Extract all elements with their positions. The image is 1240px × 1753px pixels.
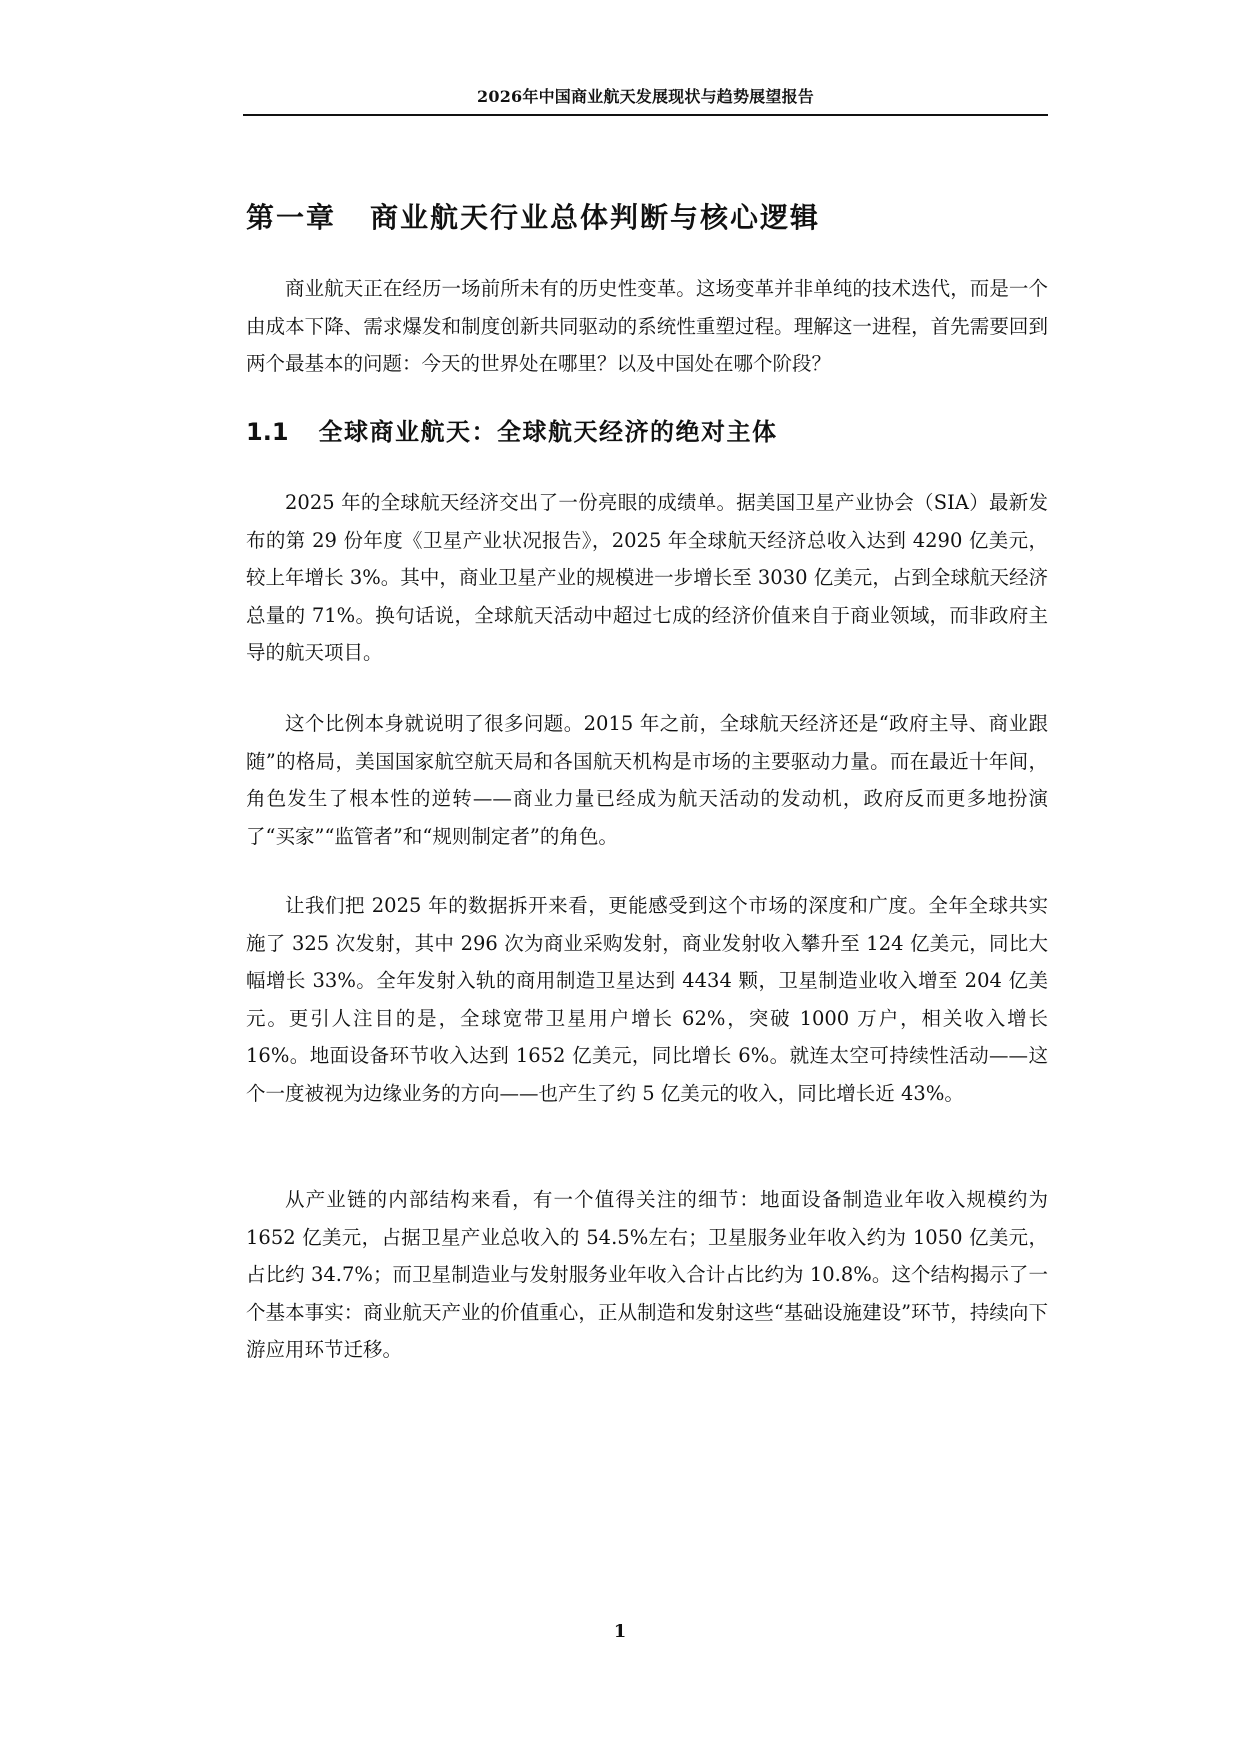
- chapter-title-text: 商业航天行业总体判断与核心逻辑: [370, 201, 821, 234]
- section-title-text: 全球商业航天：全球航天经济的绝对主体: [318, 418, 778, 446]
- header-rule: [243, 114, 1048, 116]
- body-paragraph: 2025 年的全球航天经济交出了一份亮眼的成绩单。据美国卫星产业协会（SIA）最新发布的第 29 份年度《卫星产业状况报告》，2025 年全球航天经济总收入达到 4290 亿美元，较上年增长 3%。其中，商业卫星产业的规模进一步增长至 3030 亿美元，占到全球航天经济总量的 71%。换句话说，全球航天活动中超过七成的经济价值来自于商业领域，而非政府主导的航天项目。: [246, 491, 1048, 664]
- chapter-number: 第一章: [246, 201, 337, 234]
- body-paragraph: 这个比例本身就说明了很多问题。2015 年之前，全球航天经济还是“政府主导、商业跟随”的格局，美国国家航空航天局和各国航天机构是市场的主要驱动力量。而在最近十年间，角色发生了根本性的逆转——商业力量已经成为航天活动的发动机，政府反而更多地扮演了“买家”“监管者”和“规则制定者”的角色。: [246, 712, 1048, 848]
- section-number: 1.1: [246, 418, 289, 446]
- chapter-title: [246, 198, 820, 238]
- running-header: 2026年中国商业航天发展现状与趋势展望报告: [477, 87, 814, 106]
- body-paragraph: 从产业链的内部结构来看，有一个值得关注的细节：地面设备制造业年收入规模约为 1652 亿美元，占据卫星产业总收入的 54.5%左右；卫星服务业年收入约为 1050 亿美元，占比约 34.7%；而卫星制造业与发射服务业年收入合计占比约为 10.8%。这个结构揭示了一个基本事实：商业航天产业的价值重心，正从制造和发射这些“基础设施建设”环节，持续向下游应用环节迁移。: [246, 1188, 1048, 1361]
- body-paragraph: 让我们把 2025 年的数据拆开来看，更能感受到这个市场的深度和广度。全年全球共实施了 325 次发射，其中 296 次为商业采购发射，商业发射收入攀升至 124 亿美元，同比大幅增长 33%。全年发射入轨的商用制造卫星达到 4434 颗，卫星制造业收入增至 204 亿美元。更引人注目的是，全球宽带卫星用户增长 62%，突破 1000 万户，相关收入增长 16%。地面设备环节收入达到 1652 亿美元，同比增长 6%。就连太空可持续性活动——这个一度被视为边缘业务的方向——也产生了约 5 亿美元的收入，同比增长近 43%。: [246, 894, 1048, 1105]
- section-title: [246, 414, 778, 450]
- chapter-intro-paragraph: 商业航天正在经历一场前所未有的历史性变革。这场变革并非单纯的技术迭代，而是一个由成本下降、需求爆发和制度创新共同驱动的系统性重塑过程。理解这一进程，首先需要回到两个最基本的问题：今天的世界处在哪里？以及中国处在哪个阶段？: [246, 277, 1048, 375]
- page-number: 1: [613, 1621, 627, 1642]
